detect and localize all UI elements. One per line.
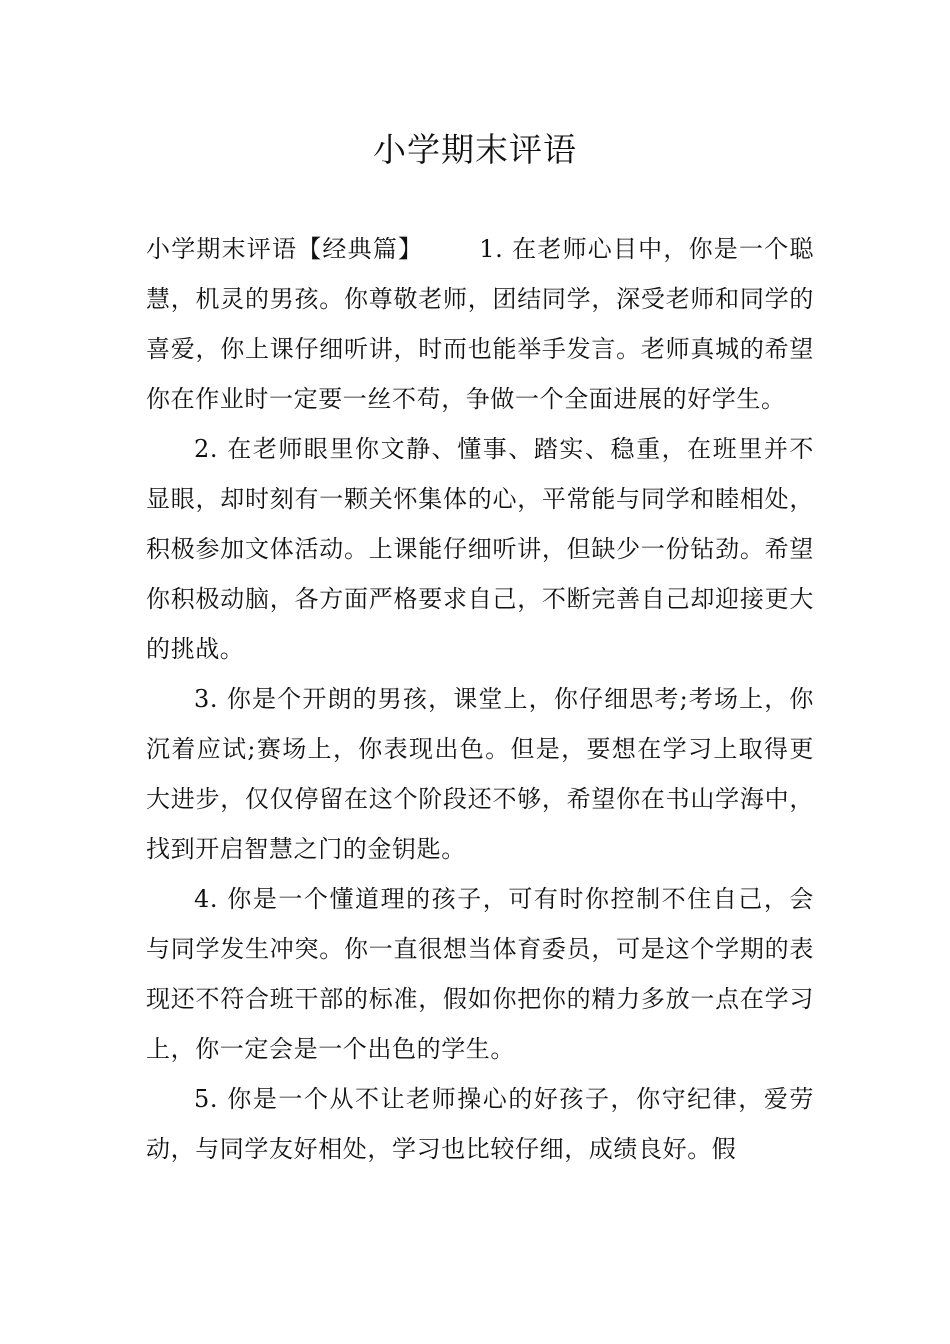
paragraph-1 xyxy=(146,224,814,424)
document-body xyxy=(146,224,814,1174)
paragraph-4: 4. 你是一个懂道理的孩子，可有时你控制不住自己，会与同学发生冲突。你一直很想当体育委员，可是这个学期的表现还不符合班干部的标准，假如你把你的精力多放一点在学习上，你一定会是一个出色的学生。 xyxy=(146,885,814,1063)
paragraph-2: 2. 在老师眼里你文静、懂事、踏实、稳重，在班里并不显眼，却时刻有一颗关怀集体的心，平常能与同学和睦相处，积极参加文体活动。上课能仔细听讲，但缺少一份钻劲。希望你积极动脑，各方面严格要求自己，不断完善自己却迎接更大的挑战。 xyxy=(146,435,814,663)
document-title: 小学期末评语 xyxy=(373,130,577,169)
paragraph-5: 5. 你是一个从不让老师操心的好孩子，你守纪律，爱劳动，与同学友好相处，学习也比较仔细，成绩良好。假 xyxy=(146,1085,814,1163)
intro-heading: 小学期末评语【经典篇】 xyxy=(146,235,424,263)
paragraph-1-text: 1. 在老师心目中，你是一个聪慧，机灵的男孩。你尊敬老师，团结同学，深受老师和同学的喜爱，你上课仔细听讲，时而也能举手发言。老师真城的希望你在作业时一定要一丝不苟，争做一个全面进展的好学生。 xyxy=(146,235,814,413)
paragraph-3: 3. 你是个开朗的男孩，课堂上，你仔细思考;考场上，你沉着应试;赛场上，你表现出色。但是，要想在学习上取得更大进步，仅仅停留在这个阶段还不够，希望你在书山学海中，找到开启智慧之门的金钥匙。 xyxy=(146,685,814,863)
